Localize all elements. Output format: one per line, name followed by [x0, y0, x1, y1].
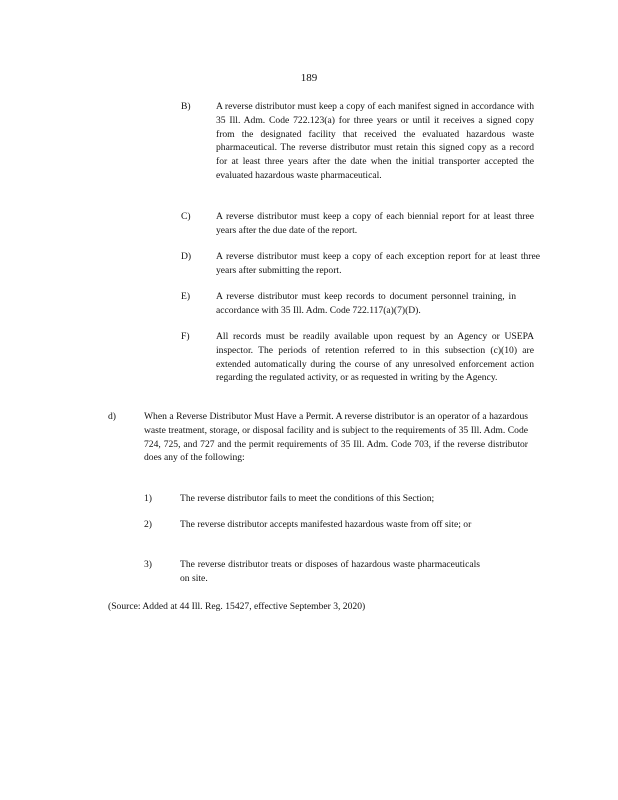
- item-text: The reverse distributor accepts manifested hazardous waste from off site; or: [180, 519, 472, 530]
- subsection-label: d): [108, 411, 116, 422]
- item-label: F): [181, 331, 190, 342]
- item-label: 2): [144, 519, 152, 530]
- subsection-text: When a Reverse Distributor Must Have a Permit. A reverse distributor is an operator of a hazardous waste treatment, storage, or disposal facility and is subject to the requirements of 35 Ill. Adm. Code 724, 725, and 727 and the permit requirements of 35 Ill. Adm. Code 703, if the reverse distributor does any of the following:: [144, 411, 528, 464]
- source-note: (Source: Added at 44 Ill. Reg. 15427, effective September 3, 2020): [108, 601, 366, 612]
- page-number: 189: [300, 72, 318, 84]
- item-text: The reverse distributor treats or disposes of hazardous waste pharmaceuticals on site.: [180, 559, 480, 584]
- item-label: E): [181, 291, 191, 302]
- item-text: A reverse distributor must keep records to document personnel training, in accordance with 35 Ill. Adm. Code 722.117(a)(7)(D).: [216, 291, 516, 316]
- item-text: The reverse distributor fails to meet the conditions of this Section;: [180, 493, 435, 504]
- item-label: 1): [144, 493, 152, 504]
- item-text: A reverse distributor must keep a copy of each manifest signed in accordance with 35 Ill. Adm. Code 722.123(a) for three years or until it receives a signed copy from the designated facility that received the evaluated hazardous waste pharmaceutical. The reverse distributor must retain this signed copy as a record for at least three years after the date when the initial transporter accepted the evaluated hazardous waste pharmaceutical.: [216, 101, 534, 181]
- item-label: 3): [144, 559, 152, 570]
- item-label: B): [181, 101, 191, 112]
- item-text: A reverse distributor must keep a copy of each biennial report for at least three years after the due date of the report.: [216, 211, 534, 236]
- item-label: D): [181, 251, 192, 262]
- item-text: All records must be readily available upon request by an Agency or USEPA inspector. The periods of retention referred to in this subsection (c)(10) are extended automatically during the course of any unresolved enforcement action regarding the regulated activity, or as requested in writing by the Agency.: [216, 331, 534, 384]
- item-text: A reverse distributor must keep a copy of each exception report for at least three years after submitting the report.: [216, 251, 540, 276]
- item-label: C): [181, 211, 191, 222]
